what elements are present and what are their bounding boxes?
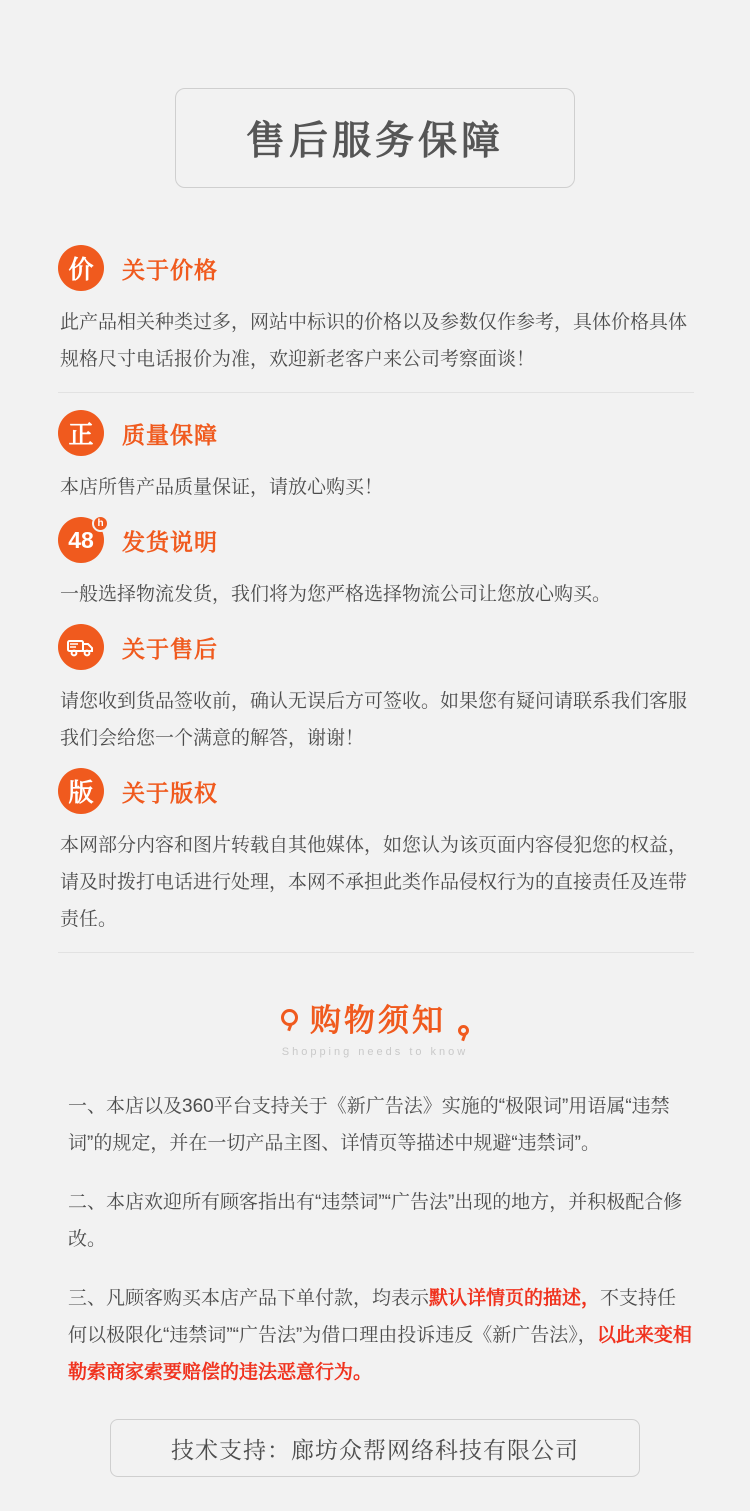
service-header	[58, 516, 694, 564]
footer-support-box	[110, 1419, 640, 1477]
service-title: 关于售后	[122, 635, 218, 662]
shopping-notice-subtitle: Shopping needs to know	[281, 1046, 469, 1058]
ring-decoration-icon	[281, 1009, 298, 1026]
service-header	[58, 767, 694, 815]
shopping-notice-section	[0, 995, 750, 1391]
service-item-after-sales	[58, 623, 694, 757]
page-title: 售后服务保障	[245, 120, 504, 163]
hours-badge-label: 48	[68, 526, 94, 553]
service-title: 发货说明	[122, 528, 218, 555]
shopping-notice-header	[281, 995, 469, 1040]
notice-item	[68, 1184, 694, 1258]
divider	[58, 392, 694, 393]
service-item-price	[58, 244, 694, 393]
notice-text: 不支持任何以极限化“违禁词”“广告法”为借口理由投诉违反《新广告法》，	[68, 1288, 677, 1346]
notice-text: 一、本店以及360平台支持关于《新广告法》实施的“极限词”用语属“违禁词”的规定，并在一切产品主图、详情页等描述中规避“违禁词”。	[68, 1096, 670, 1154]
service-header	[58, 244, 694, 292]
service-item-copyright	[58, 767, 694, 953]
hours-badge-icon	[58, 517, 104, 563]
service-body: 请您收到货品签收前，确认无误后方可签收。如果您有疑问请联系我们客服我们会给您一个满意的解答，谢谢！	[60, 691, 688, 749]
service-body: 一般选择物流发货，我们将为您严格选择物流公司让您放心购买。	[60, 584, 612, 605]
service-header	[58, 623, 694, 671]
copyright-badge-icon	[58, 768, 104, 814]
hours-badge-superscript: h	[92, 515, 109, 532]
notice-item	[68, 1088, 694, 1162]
notice-text-highlight: 默认详情页的描述，	[429, 1288, 601, 1309]
bottom-spacer	[0, 1477, 750, 1511]
copyright-badge-label: 版	[68, 779, 94, 807]
footer-support-text: 技术支持：廊坊众帮网络科技有限公司	[171, 1436, 579, 1463]
page-title-box	[175, 88, 575, 188]
truck-badge-icon	[58, 624, 104, 670]
service-title: 关于版权	[122, 779, 218, 806]
shopping-notice-items	[0, 1088, 750, 1391]
quality-badge-label: 正	[68, 421, 94, 449]
divider	[58, 952, 694, 953]
service-title: 关于价格	[122, 256, 218, 283]
service-list	[0, 244, 750, 953]
service-item-quality	[58, 409, 694, 506]
shopping-notice-title: 购物须知	[310, 1003, 446, 1038]
ring-decoration-small-icon	[458, 1025, 469, 1036]
notice-text: 二、本店欢迎所有顾客指出有“违禁词”“广告法”出现的地方，并积极配合修改。	[68, 1192, 683, 1250]
service-body: 本网部分内容和图片转载自其他媒体，如您认为该页面内容侵犯您的权益，请及时拨打电话进行处理，本网不承担此类作品侵权行为的直接责任及连带责任。	[60, 835, 688, 930]
service-title: 质量保障	[122, 421, 218, 448]
service-item-shipping	[58, 516, 694, 613]
service-body: 本店所售产品质量保证，请放心购买！	[60, 477, 384, 498]
price-badge-icon	[58, 245, 104, 291]
quality-badge-icon	[58, 410, 104, 456]
price-badge-label: 价	[68, 256, 94, 284]
notice-item	[68, 1280, 694, 1391]
notice-text: 三、凡顾客购买本店产品下单付款，均表示	[68, 1288, 430, 1309]
service-header	[58, 409, 694, 457]
notice-text-highlight: 以此来变相勒索商家索要赔偿的违法恶意行为。	[68, 1325, 692, 1383]
service-body: 此产品相关种类过多，网站中标识的价格以及参数仅作参考，具体价格具体规格尺寸电话报价为准，欢迎新老客户来公司考察面谈！	[60, 312, 688, 370]
